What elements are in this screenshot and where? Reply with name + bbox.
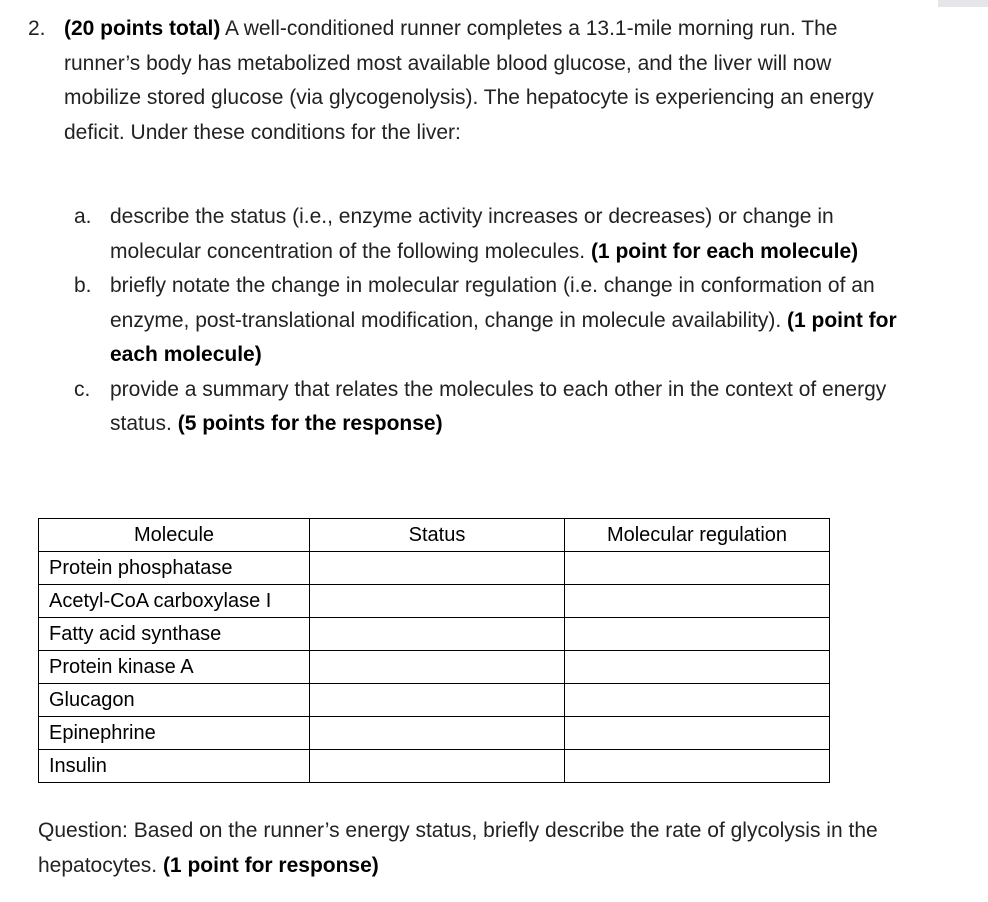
molecule-cell: Protein kinase A bbox=[39, 651, 310, 684]
sub-question-text: describe the status (i.e., enzyme activity increases or decreases) or change in molecular concentration of the following molecules. bbox=[110, 205, 834, 263]
sub-question-points: (1 point for each molecule) bbox=[110, 308, 897, 366]
header-molecule: Molecule bbox=[39, 519, 310, 552]
sub-question-text: briefly notate the change in molecular regulation (i.e. change in conformation of an enzyme, post-translational modification, change in molecule availability). bbox=[110, 274, 875, 332]
regulation-cell[interactable] bbox=[565, 651, 830, 684]
molecule-table-wrapper bbox=[38, 518, 830, 783]
sub-question-a bbox=[70, 200, 930, 269]
table-row bbox=[39, 750, 830, 783]
molecule-cell: Insulin bbox=[39, 750, 310, 783]
question-block bbox=[28, 12, 928, 150]
sub-question-letter: c. bbox=[74, 377, 91, 401]
corner-tab bbox=[938, 0, 988, 7]
table-row bbox=[39, 651, 830, 684]
table-row bbox=[39, 684, 830, 717]
molecule-cell: Acetyl-CoA carboxylase I bbox=[39, 585, 310, 618]
regulation-cell[interactable] bbox=[565, 585, 830, 618]
header-status: Status bbox=[310, 519, 565, 552]
sub-question-letter: a. bbox=[74, 205, 92, 228]
regulation-cell[interactable] bbox=[565, 717, 830, 750]
table-row bbox=[39, 552, 830, 585]
status-cell[interactable] bbox=[310, 684, 565, 717]
sub-question-c bbox=[70, 373, 930, 442]
final-question bbox=[38, 814, 938, 883]
question-number: 2. bbox=[28, 17, 46, 40]
molecule-cell: Epinephrine bbox=[39, 717, 310, 750]
question-body: A well-conditioned runner completes a 13.1-mile morning run. The runner’s body has metabolized most available blood glucose, and the liver will now mobilize stored glucose (via glycogenolysis). The hepatocyte is experiencing an energy deficit. Under these conditions for the liver: bbox=[64, 17, 874, 144]
final-question-points: (1 point for response) bbox=[162, 853, 379, 877]
molecule-cell: Protein phosphatase bbox=[39, 552, 310, 585]
status-cell[interactable] bbox=[310, 750, 565, 783]
regulation-cell[interactable] bbox=[565, 618, 830, 651]
sub-question-list bbox=[70, 200, 930, 442]
sub-question-b bbox=[70, 269, 930, 373]
table-header-row bbox=[39, 519, 830, 552]
table-row bbox=[39, 585, 830, 618]
status-cell[interactable] bbox=[310, 585, 565, 618]
molecule-table bbox=[38, 518, 830, 783]
regulation-cell[interactable] bbox=[565, 750, 830, 783]
final-question-text: Question: Based on the runner’s energy status, briefly describe the rate of glycolysis in the hepatocytes. bbox=[38, 819, 878, 877]
header-molecular-regulation: Molecular regulation bbox=[565, 519, 830, 552]
status-cell[interactable] bbox=[310, 552, 565, 585]
status-cell[interactable] bbox=[310, 651, 565, 684]
regulation-cell[interactable] bbox=[565, 684, 830, 717]
table-row bbox=[39, 618, 830, 651]
table-row bbox=[39, 717, 830, 750]
sub-question-letter: b. bbox=[74, 274, 92, 297]
sub-question-points: (1 point for each molecule) bbox=[590, 239, 859, 263]
regulation-cell[interactable] bbox=[565, 552, 830, 585]
molecule-cell: Glucagon bbox=[39, 684, 310, 717]
molecule-cell: Fatty acid synthase bbox=[39, 618, 310, 651]
status-cell[interactable] bbox=[310, 618, 565, 651]
question-points: (20 points total) bbox=[64, 17, 221, 40]
question-text bbox=[64, 12, 914, 150]
sub-question-text: provide a summary that relates the molecules to each other in the context of energy status. bbox=[110, 377, 887, 435]
sub-question-points: (5 points for the response) bbox=[177, 412, 443, 435]
status-cell[interactable] bbox=[310, 717, 565, 750]
